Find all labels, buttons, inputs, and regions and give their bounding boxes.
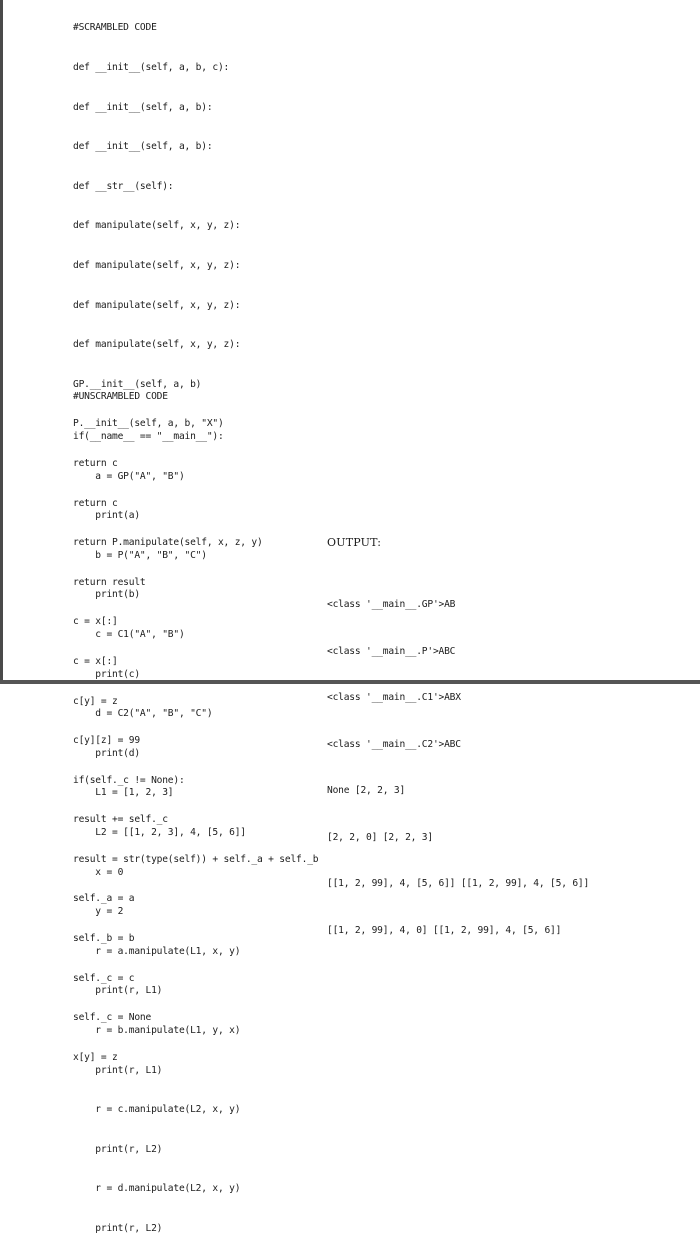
code-line: self._b = b — [73, 933, 135, 945]
code-line: b = P("A", "B", "C") — [73, 549, 207, 561]
code-line: x = 0 — [73, 866, 124, 878]
code-line: return P.manipulate(self, x, z, y) — [73, 537, 263, 549]
code-line: c[y][z] = 99 — [73, 735, 140, 747]
code-line: print(b) — [73, 589, 140, 601]
code-line: c = x[:] — [73, 616, 118, 628]
output-block — [327, 505, 589, 954]
output-line: <class '__main__.C2'>ABC — [327, 738, 461, 750]
code-line: #UNSCRAMBLED CODE — [73, 391, 168, 403]
code-line: def manipulate(self, x, y, z): — [73, 299, 241, 311]
code-line: self._c = c — [73, 972, 135, 984]
code-line: def __init__(self, a, b, c): — [73, 62, 230, 73]
code-line: return c — [73, 457, 118, 469]
code-line: c = x[:] — [73, 655, 118, 667]
code-line: def __init__(self, a, b): — [73, 101, 213, 113]
code-line: if(__name__ == "__main__"): — [73, 431, 224, 442]
code-line: GP.__init__(self, a, b) — [73, 378, 202, 390]
code-line: def manipulate(self, x, y, z): — [73, 339, 241, 351]
code-line: print(r, L1) — [73, 985, 163, 997]
output-line: [2, 2, 0] [2, 2, 3] — [327, 831, 433, 843]
code-line: P.__init__(self, a, b, "X") — [73, 418, 224, 430]
code-line: d = C2("A", "B", "C") — [73, 708, 213, 720]
code-line: c[y] = z — [73, 695, 118, 707]
output-line: <class '__main__.GP'>AB — [327, 599, 456, 610]
code-line: result += self._c — [73, 814, 168, 826]
code-line: print(r, L1) — [73, 1064, 163, 1076]
output-line: <class '__main__.P'>ABC — [327, 645, 456, 657]
code-line: y = 2 — [73, 906, 124, 918]
code-line: if(self._c != None): — [73, 774, 185, 786]
unscrambled-code-block — [73, 364, 246, 1248]
code-line: #SCRAMBLED CODE — [73, 22, 157, 34]
left-frame-border — [0, 0, 3, 684]
output-line: [[1, 2, 99], 4, [5, 6]] [[1, 2, 99], 4, [5, 6]] — [327, 878, 590, 889]
code-line: a = GP("A", "B") — [73, 470, 185, 482]
code-line: x[y] = z — [73, 1051, 118, 1063]
code-line: return c — [73, 497, 118, 509]
code-line: r = a.manipulate(L1, x, y) — [73, 945, 241, 957]
output-label: OUTPUT: — [327, 536, 382, 549]
output-line: <class '__main__.C1'>ABX — [327, 692, 461, 703]
code-line: return result — [73, 576, 146, 588]
code-line: def __init__(self, a, b): — [73, 141, 213, 153]
code-line: def manipulate(self, x, y, z): — [73, 220, 241, 232]
code-line: print(r, L2) — [73, 1222, 163, 1234]
code-line: c = C1("A", "B") — [73, 628, 185, 640]
code-line: self._a = a — [73, 893, 135, 905]
output-line: None [2, 2, 3] — [327, 785, 406, 796]
code-line: L2 = [[1, 2, 3], 4, [5, 6]] — [73, 826, 246, 838]
code-line: self._c = None — [73, 1012, 152, 1024]
code-line: def manipulate(self, x, y, z): — [73, 259, 241, 271]
code-line: r = d.manipulate(L2, x, y) — [73, 1183, 241, 1195]
code-line: r = c.manipulate(L2, x, y) — [73, 1104, 241, 1116]
code-line: L1 = [1, 2, 3] — [73, 787, 174, 799]
code-line: print(a) — [73, 510, 140, 522]
code-line: result = str(type(self)) + self._a + self._b — [73, 853, 319, 865]
output-line: [[1, 2, 99], 4, 0] [[1, 2, 99], 4, [5, 6]] — [327, 924, 562, 936]
code-line: print(r, L2) — [73, 1143, 163, 1155]
code-line: def __str__(self): — [73, 180, 174, 192]
code-line: print(d) — [73, 747, 140, 759]
code-line: r = b.manipulate(L1, y, x) — [73, 1024, 241, 1036]
code-line: print(c) — [73, 668, 140, 680]
